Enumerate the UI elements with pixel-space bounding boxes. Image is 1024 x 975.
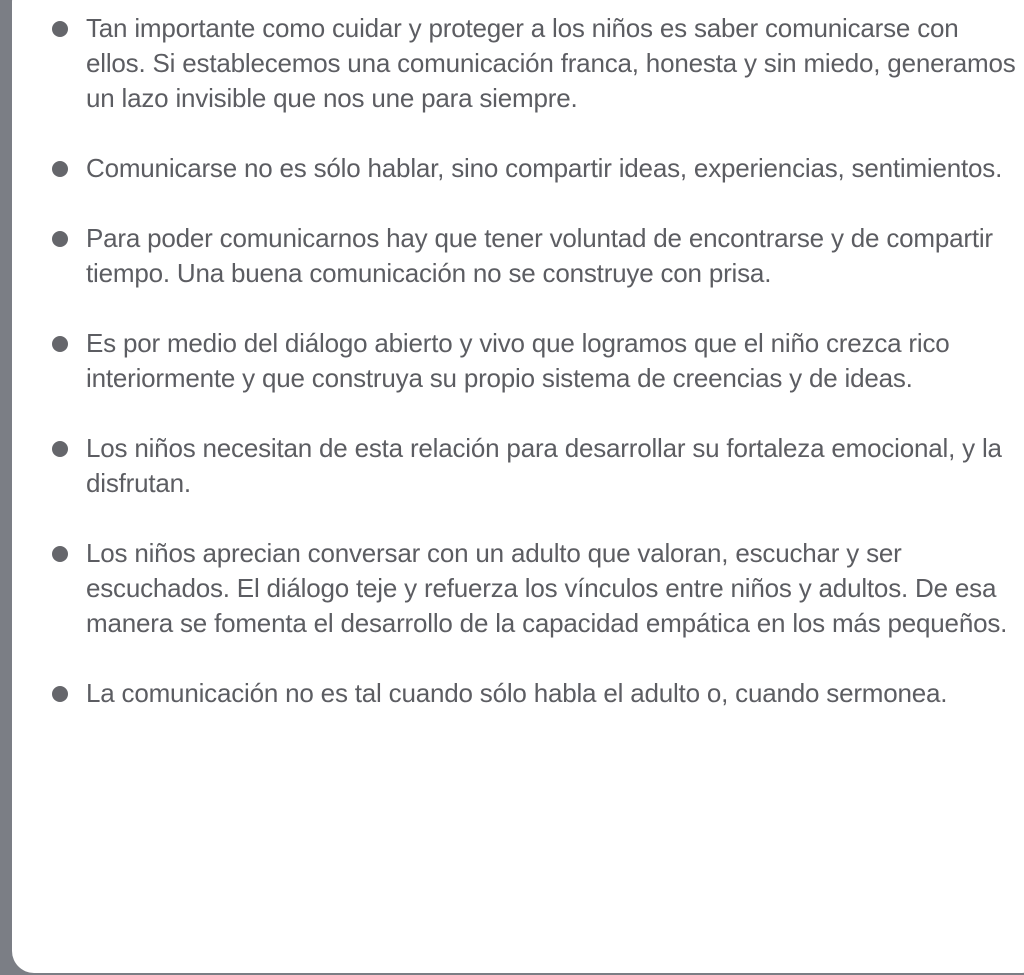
bullet-text: Tan importante como cuidar y proteger a los niños es saber comunicarse con ellos. Si establecemos una comunicación franca, honesta y sin miedo, generamos un lazo invisible que nos une para siempre. xyxy=(86,13,1016,113)
bullet-dot-icon xyxy=(52,161,68,177)
list-item xyxy=(50,151,1020,186)
bullet-dot-icon xyxy=(52,546,68,562)
bullet-dot-icon xyxy=(52,21,68,37)
bullet-text: Los niños necesitan de esta relación para desarrollar su fortaleza emocional, y la disfrutan. xyxy=(86,433,1002,498)
bullet-text: Es por medio del diálogo abierto y vivo que logramos que el niño crezca rico interiormente y que construya su propio sistema de creencias y de ideas. xyxy=(86,328,950,393)
bullet-text: Para poder comunicarnos hay que tener voluntad de encontrarse y de compartir tiempo. Una buena comunicación no se construye con prisa. xyxy=(86,223,993,288)
bullet-text: Los niños aprecian conversar con un adulto que valoran, escuchar y ser escuchados. El diálogo teje y refuerza los vínculos entre niños y adultos. De esa manera se fomenta el desarrollo de la capacidad empática en los más pequeños. xyxy=(86,538,1008,638)
bullet-dot-icon xyxy=(52,336,68,352)
list-item xyxy=(50,676,1020,711)
bullet-dot-icon xyxy=(52,441,68,457)
list-item xyxy=(50,221,1020,291)
list-item xyxy=(50,536,1020,641)
list-item xyxy=(50,326,1020,396)
bullet-text: La comunicación no es tal cuando sólo habla el adulto o, cuando sermonea. xyxy=(86,678,948,708)
list-item xyxy=(50,11,1020,116)
list-item xyxy=(50,431,1020,501)
bullet-dot-icon xyxy=(52,686,68,702)
bullet-dot-icon xyxy=(52,231,68,247)
bullet-text: Comunicarse no es sólo hablar, sino compartir ideas, experiencias, sentimientos. xyxy=(86,153,1003,183)
bullet-list xyxy=(50,11,1020,711)
content-card xyxy=(12,0,1024,973)
